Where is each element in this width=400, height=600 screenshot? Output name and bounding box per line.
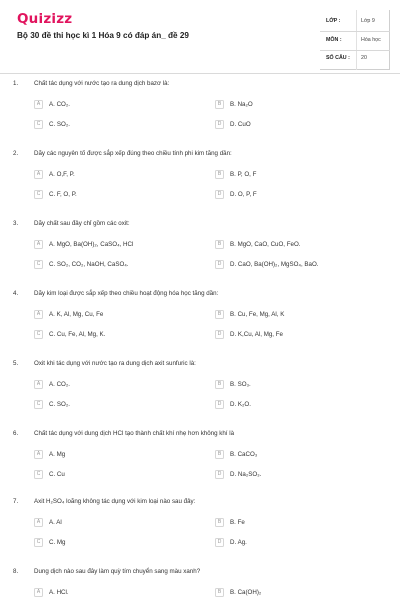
option-letter-box: D	[215, 538, 224, 547]
option-letter-box: A	[34, 240, 43, 249]
option-text: B. Na₂O	[230, 101, 253, 108]
question-text: Dãy các nguyên tố được sắp xếp đúng theo chiều tính phi kim tăng dần:	[34, 150, 232, 157]
question-number: 5.	[13, 360, 19, 367]
option-text: D. K₂O.	[230, 401, 251, 408]
option-letter-box: D	[215, 400, 224, 409]
question-text: Chất tác dụng với dung dịch HCl tạo thành chất khí nhẹ hơn không khí là	[34, 430, 235, 437]
option-text: C. Cu	[49, 471, 65, 478]
option-text: D. CuO	[230, 121, 251, 128]
question-text: Chất tác dụng với nước tạo ra dung dịch bazơ là:	[34, 80, 170, 87]
header-divider	[0, 73, 400, 74]
quizizz-logo: Quizizz	[17, 11, 73, 27]
question-number: 2.	[13, 150, 19, 157]
option-letter-box: A	[34, 588, 43, 597]
option-text: C. Mg	[49, 539, 66, 546]
option-letter-box: A	[34, 518, 43, 527]
option-text: A. Mg	[49, 451, 66, 458]
option-letter-box: A	[34, 170, 43, 179]
option-letter-box: A	[34, 100, 43, 109]
question-text: Dãy chất sau đây chỉ gồm các oxit:	[34, 220, 130, 227]
option-text: B. P, O, F	[230, 171, 257, 178]
question-text: Oxit khi tác dụng với nước tạo ra dung dịch axit sunfuric là:	[34, 360, 196, 367]
question-number: 7.	[13, 498, 19, 505]
option-text: A. CO₂.	[49, 381, 70, 388]
option-letter-box: B	[215, 240, 224, 249]
option-letter-box: C	[34, 330, 43, 339]
question-text: Axit H₂SO₄ loãng không tác dụng với kim loại nào sau đây:	[34, 498, 196, 505]
question-text: Dãy kim loại được sắp xếp theo chiều hoạt động hóa học tăng dần:	[34, 290, 219, 297]
option-letter-box: C	[34, 260, 43, 269]
option-letter-box: A	[34, 310, 43, 319]
option-letter-box: C	[34, 470, 43, 479]
option-letter-box: C	[34, 400, 43, 409]
option-letter-box: D	[215, 260, 224, 269]
option-letter-box: C	[34, 190, 43, 199]
worksheet-title: Bộ 30 đề thi học kì 1 Hóa 9 có đáp án_ đề 29	[17, 31, 189, 40]
option-letter-box: D	[215, 330, 224, 339]
meta-row-count	[320, 50, 390, 66]
question-text: Dung dịch nào sau đây làm quỳ tím chuyển sang màu xanh?	[34, 568, 201, 575]
question-number: 6.	[13, 430, 19, 437]
option-letter-box: D	[215, 120, 224, 129]
option-letter-box: D	[215, 190, 224, 199]
option-text: B. Ca(OH)₂	[230, 589, 262, 596]
option-letter-box: D	[215, 470, 224, 479]
option-letter-box: B	[215, 380, 224, 389]
worksheet-header	[0, 0, 400, 78]
option-letter-box: B	[215, 100, 224, 109]
option-text: C. SO₂, CO₂, NaOH, CaSO₄.	[49, 261, 129, 268]
option-text: A. HCl.	[49, 589, 69, 596]
meta-key: LỚP :	[326, 18, 341, 24]
option-text: B. MgO, CaO, CuO, FeO.	[230, 241, 301, 248]
option-letter-box: C	[34, 538, 43, 547]
option-text: C. SO₂.	[49, 121, 70, 128]
question-number: 4.	[13, 290, 19, 297]
question-number: 1.	[13, 80, 19, 87]
option-text: A. MgO, Ba(OH)₂, CaSO₄, HCl	[49, 241, 134, 248]
option-letter-box: B	[215, 170, 224, 179]
option-text: A. Al	[49, 519, 62, 526]
worksheet-meta-box	[320, 10, 390, 70]
option-text: C. F, O, P.	[49, 191, 77, 198]
option-text: A. O,F, P.	[49, 171, 75, 178]
option-text: C. Cu, Fe, Al, Mg, K.	[49, 331, 106, 338]
meta-key: SỐ CÂU :	[326, 55, 350, 61]
option-letter-box: A	[34, 450, 43, 459]
option-text: D. CaO, Ba(OH)₂, MgSO₄, BaO.	[230, 261, 319, 268]
meta-value: Hóa học	[361, 37, 381, 43]
option-text: D. Ag.	[230, 539, 247, 546]
meta-value: 20	[361, 55, 367, 61]
option-text: B. Fe	[230, 519, 245, 526]
option-text: B. Cu, Fe, Mg, Al, K	[230, 311, 285, 318]
option-letter-box: C	[34, 120, 43, 129]
option-text: A. K, Al, Mg, Cu, Fe	[49, 311, 104, 318]
question-number: 3.	[13, 220, 19, 227]
option-text: A. CO₂.	[49, 101, 70, 108]
option-text: B. CaCO₃	[230, 451, 258, 458]
meta-row-subject	[320, 32, 390, 48]
option-text: D. K,Cu, Al, Mg, Fe	[230, 331, 283, 338]
option-letter-box: B	[215, 588, 224, 597]
option-letter-box: A	[34, 380, 43, 389]
option-text: B. SO₃.	[230, 381, 251, 388]
meta-row-class	[320, 13, 390, 29]
option-text: D. O, P, F	[230, 191, 257, 198]
meta-value: Lớp 9	[361, 18, 375, 24]
option-text: D. Na₂SO₃.	[230, 471, 262, 478]
question-number: 8.	[13, 568, 19, 575]
meta-key: MÔN :	[326, 37, 342, 43]
option-letter-box: B	[215, 310, 224, 319]
option-letter-box: B	[215, 450, 224, 459]
option-text: C. SO₂.	[49, 401, 70, 408]
option-letter-box: B	[215, 518, 224, 527]
